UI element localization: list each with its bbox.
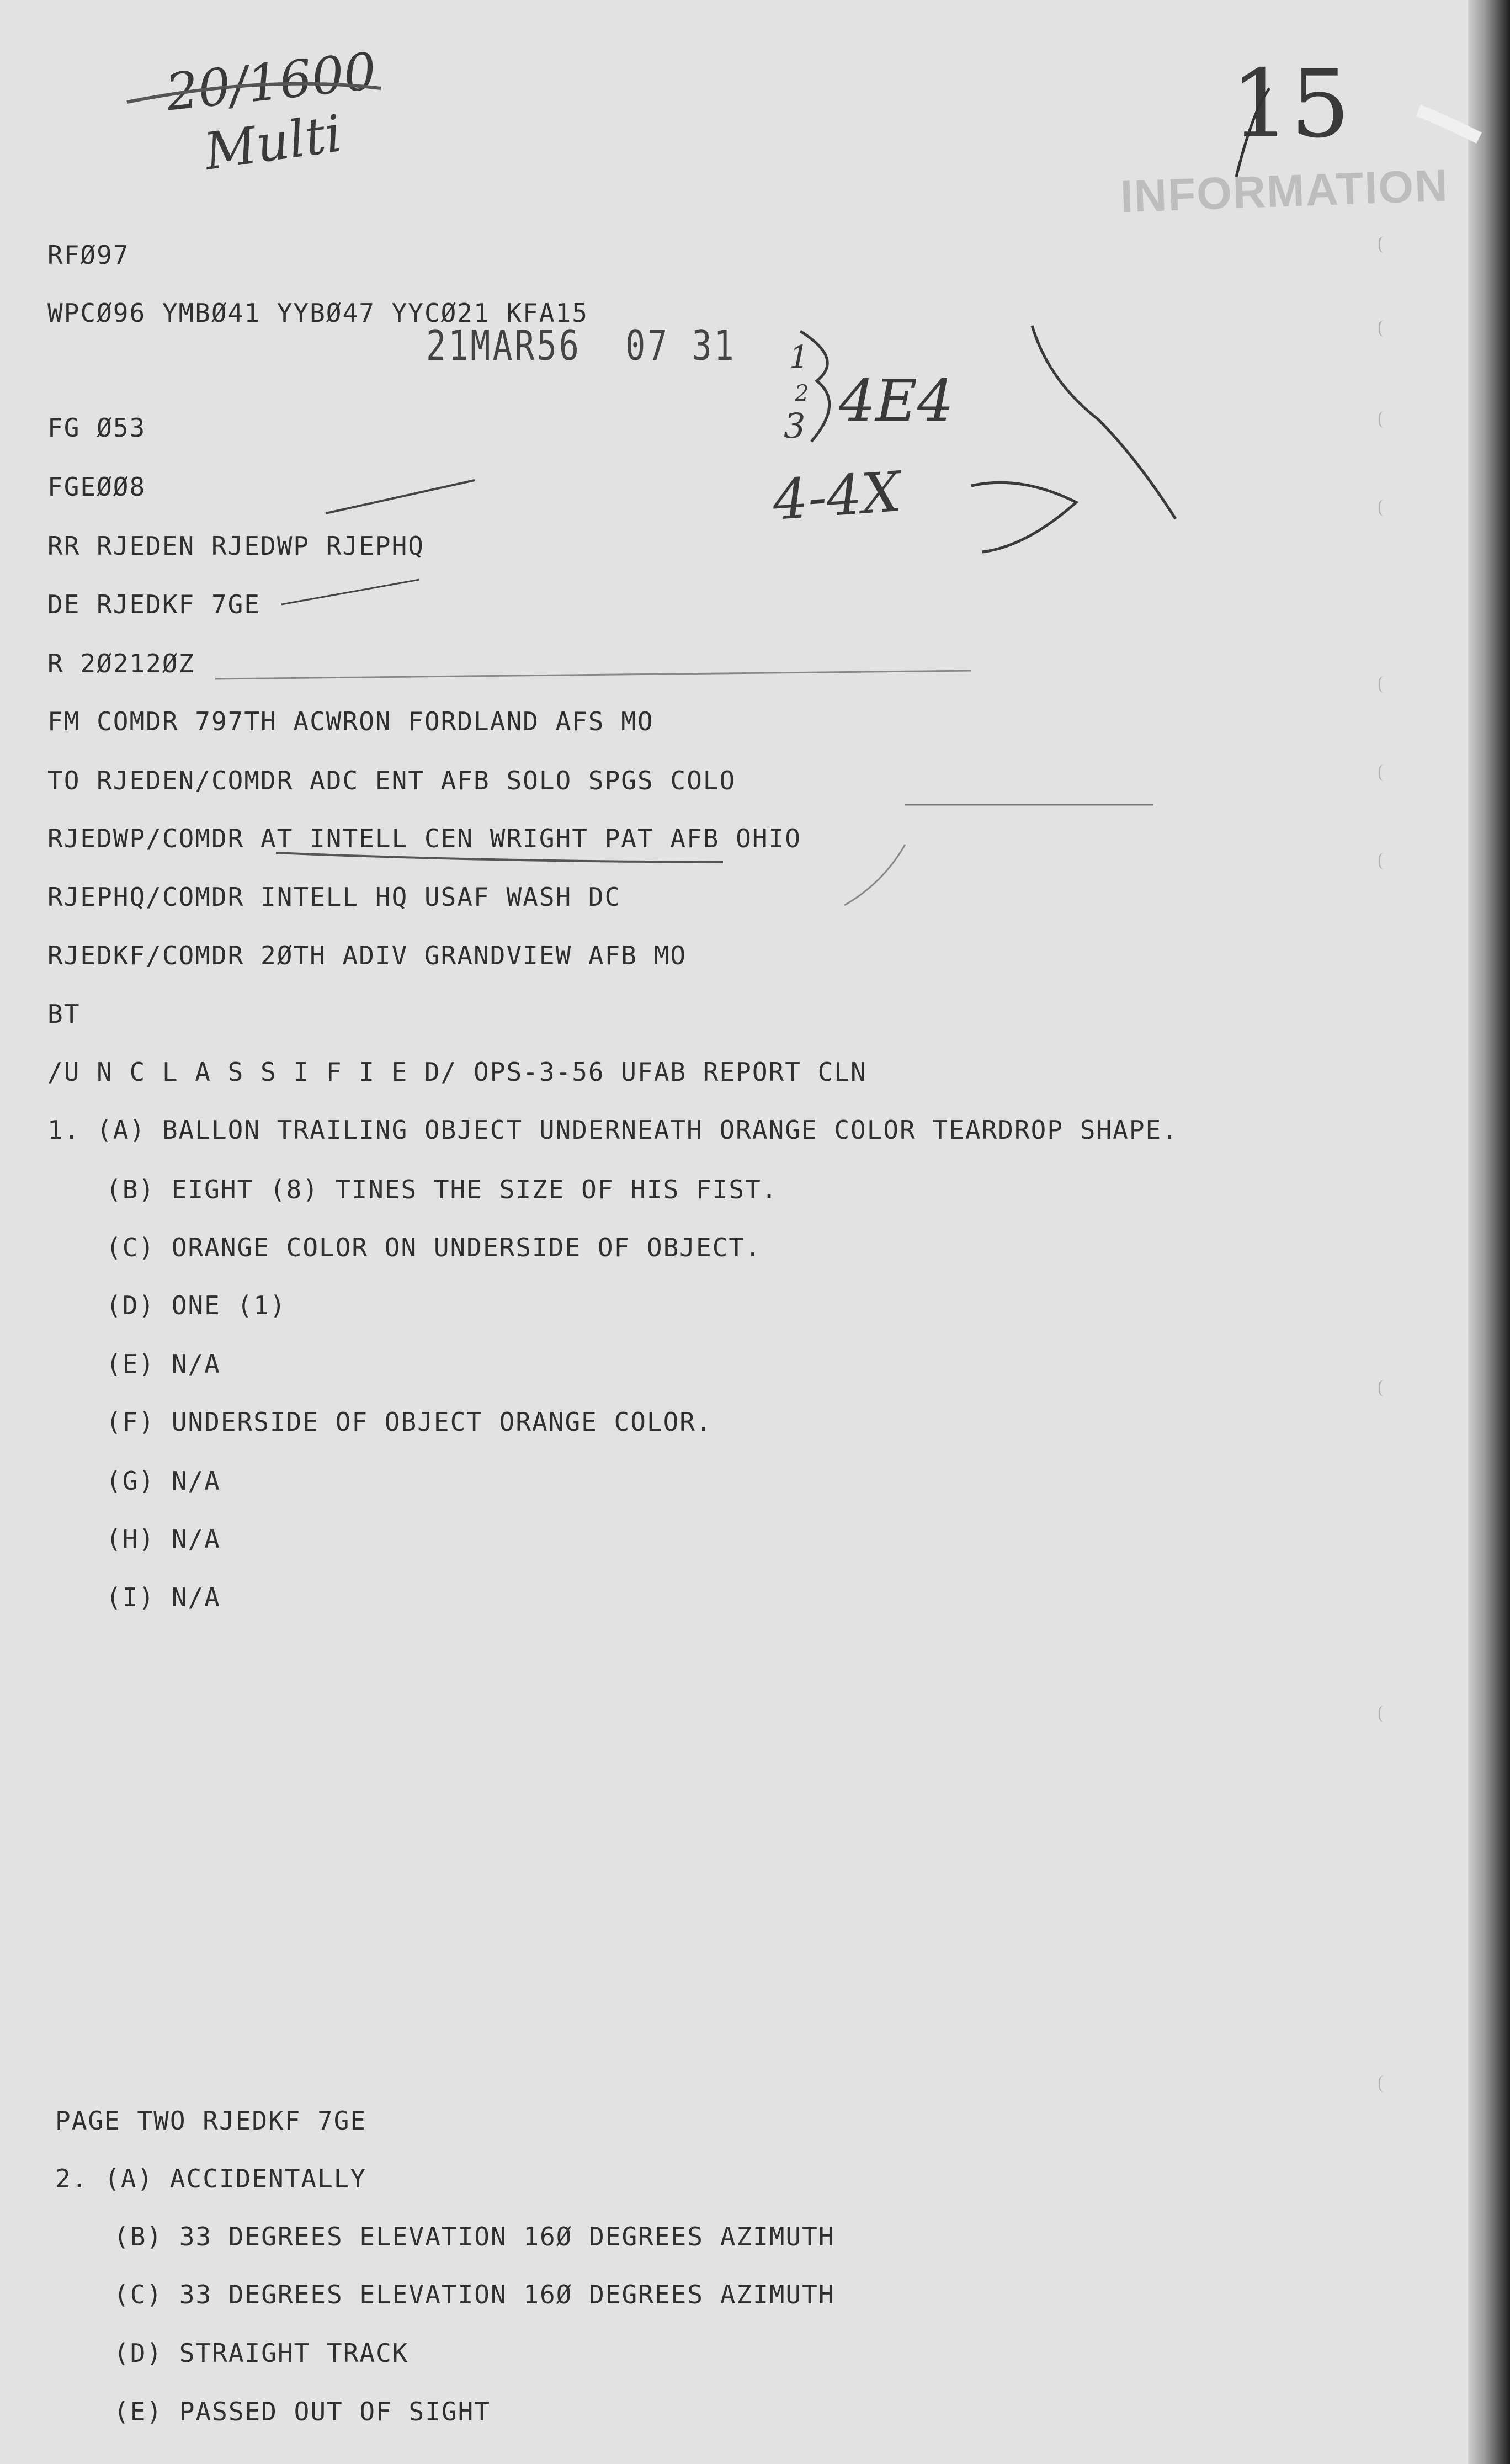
message-from-line: FM COMDR 797TH ACWRON FORDLAND AFS MO [47,707,654,736]
message-routing-id: RFØ97 [47,240,130,270]
information-stamp: INFORMATION [1119,160,1449,222]
handwritten-reference: 20/1600 [163,41,379,123]
margin-mark [1379,236,1385,253]
section-2-item-c: (C) 33 DEGREES ELEVATION 16Ø DEGREES AZIMUTH [114,2280,835,2309]
margin-mark [1379,320,1385,337]
handwritten-routing-1: 1 [789,339,809,375]
margin-mark [1379,500,1385,516]
section-1-item-c: (C) ORANGE COLOR ON UNDERSIDE OF OBJECT. [106,1233,762,1262]
margin-mark [1379,853,1385,869]
margin-mark [1379,1380,1385,1396]
section-2-item-e: (E) PASSED OUT OF SIGHT [114,2397,491,2426]
message-addressees-line: RR RJEDEN RJEDWP RJEPHQ [47,531,424,561]
section-1-item-b: (B) EIGHT (8) TINES THE SIZE OF HIS FIST. [106,1175,778,1204]
message-break: BT [47,999,81,1029]
handwritten-page-number: 15 [1231,50,1351,159]
margin-mark [1379,411,1385,428]
message-channel-line: WPCØ96 YMBØ41 YYBØ47 YYCØ21 KFA15 [47,298,588,328]
handwritten-routing-code: 4E4 [839,367,954,434]
handwritten-routing-3: 3 [784,406,806,446]
section-1-item-h: (H) N/A [106,1524,221,1554]
message-to-line: TO RJEDEN/COMDR ADC ENT AFB SOLO SPGS COLO [47,766,736,795]
message-to-hq-usaf: RJEPHQ/COMDR INTELL HQ USAF WASH DC [47,882,621,912]
section-2-item-a: 2. (A) ACCIDENTALLY [55,2164,367,2194]
handwritten-multi: Multi [200,104,345,182]
section-1-item-e: (E) N/A [106,1349,221,1379]
margin-mark [1379,676,1385,693]
handwritten-routing-tail: 4-4X [770,459,903,533]
message-to-adiv: RJEDKF/COMDR 2ØTH ADIV GRANDVIEW AFB MO [47,941,687,970]
message-fg-line: FG Ø53 [47,413,146,443]
message-from-station-line: DE RJEDKF 7GE [47,590,261,619]
message-to-wright-pat: RJEDWP/COMDR AT INTELL CEN WRIGHT PAT AFB OHIO [47,824,801,853]
date-time-stamp: 21MAR56 07 31 [426,322,736,370]
section-1-item-a: 1. (A) BALLON TRAILING OBJECT UNDERNEATH ORANGE COLOR TEARDROP SHAPE. [47,1115,1178,1145]
classification-line: /U N C L A S S I F I E D/ OPS-3-56 UFAB REPORT CLN [47,1057,867,1087]
section-2-item-d: (D) STRAIGHT TRACK [114,2338,409,2368]
section-1-item-f: (F) UNDERSIDE OF OBJECT ORANGE COLOR. [106,1407,713,1437]
margin-mark [1379,1706,1385,1722]
section-1-item-d: (D) ONE (1) [106,1291,286,1320]
section-1-item-i: (I) N/A [106,1583,221,1612]
section-2-item-b: (B) 33 DEGREES ELEVATION 16Ø DEGREES AZIMUTH [114,2222,835,2251]
message-date-time-group: R 2Ø212ØZ [47,649,195,678]
margin-mark [1379,2075,1385,2092]
handwritten-routing-2: 2 [795,381,809,406]
margin-mark [1379,764,1385,781]
page-two-header: PAGE TWO RJEDKF 7GE [55,2106,367,2136]
message-fge-line: FGEØØ8 [47,472,146,502]
section-1-item-g: (G) N/A [106,1466,221,1496]
